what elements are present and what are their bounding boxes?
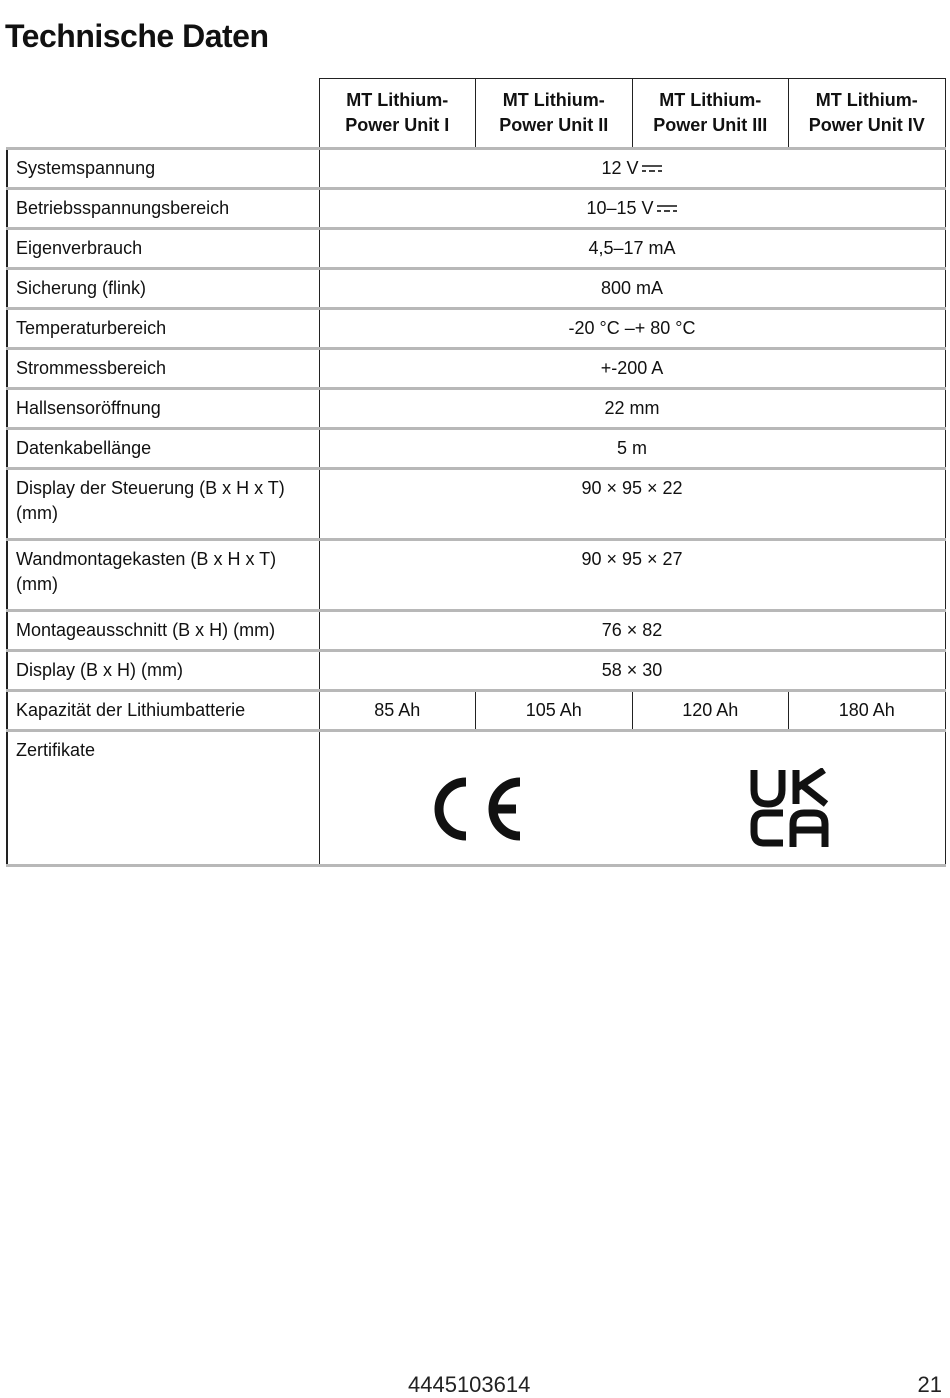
model-name-line1: MT Lithium-: [502, 90, 605, 110]
table-row-sicherung: [7, 269, 945, 309]
row-label: Wandmontagekasten (B x H x T) (mm): [7, 540, 319, 611]
table-row-wandmontage: [7, 540, 945, 611]
row-label: Montageausschnitt (B x H) (mm): [7, 611, 319, 651]
row-label: Strommessbereich: [7, 349, 319, 389]
table-row-temperatur: [7, 309, 945, 349]
row-label: Hallsensoröffnung: [7, 389, 319, 429]
row-value: 90 × 95 × 22: [319, 469, 945, 540]
row-value: 58 × 30: [319, 651, 945, 691]
dc-voltage-icon: [641, 164, 663, 174]
page-title: Technische Daten: [5, 18, 269, 54]
technical-data-table: [6, 78, 946, 867]
header-corner-cell: [7, 79, 319, 149]
table-row-betriebsspannung: [7, 189, 945, 229]
model-name-line1: MT Lithium-: [815, 90, 918, 110]
dc-voltage-icon: [656, 204, 678, 214]
header-model-3: [632, 79, 789, 149]
ce-mark-icon: [428, 774, 524, 844]
row-label: Betriebsspannungsbereich: [7, 189, 319, 229]
table-row-datenkabel: [7, 429, 945, 469]
certificate-marks-cell: [319, 731, 945, 866]
header-model-2: [476, 79, 633, 149]
row-label: Temperaturbereich: [7, 309, 319, 349]
row-value: [319, 149, 945, 189]
model-name-line1: MT Lithium-: [346, 90, 449, 110]
ukca-mark-icon: [750, 768, 830, 848]
certificate-logos: [328, 738, 937, 856]
table-row-montageausschnitt: [7, 611, 945, 651]
model-name-line2: Power Unit I: [345, 115, 450, 135]
row-label: Display (B x H) (mm): [7, 651, 319, 691]
page-number: 21: [917, 1372, 942, 1397]
row-value: 5 m: [319, 429, 945, 469]
row-value: +-200 A: [319, 349, 945, 389]
capacity-value-3: 120 Ah: [632, 691, 789, 731]
row-value: -20 °C –+ 80 °C: [319, 309, 945, 349]
model-name-line1: MT Lithium-: [659, 90, 762, 110]
capacity-value-2: 105 Ah: [476, 691, 633, 731]
model-name-line2: Power Unit III: [653, 115, 768, 135]
table-row-kapazitaet: [7, 691, 945, 731]
header-model-1: [319, 79, 476, 149]
model-name-line2: Power Unit IV: [808, 115, 925, 135]
table-row-systemspannung: [7, 149, 945, 189]
row-label: Display der Steuerung (B x H x T) (mm): [7, 469, 319, 540]
row-value: [319, 189, 945, 229]
row-label: Datenkabellänge: [7, 429, 319, 469]
value-text: 10–15 V: [586, 198, 654, 218]
row-value: 76 × 82: [319, 611, 945, 651]
document-number: 4445103614: [408, 1372, 531, 1397]
row-value: 4,5–17 mA: [319, 229, 945, 269]
row-value: 22 mm: [319, 389, 945, 429]
row-label: Sicherung (flink): [7, 269, 319, 309]
table-row-hallsensor: [7, 389, 945, 429]
model-name-line2: Power Unit II: [499, 115, 609, 135]
table-header-row: [7, 79, 945, 149]
table-row-zertifikate: [7, 731, 945, 866]
header-model-4: [789, 79, 946, 149]
row-label: Zertifikate: [7, 731, 319, 866]
table-row-display-steuerung: [7, 469, 945, 540]
value-text: 12 V: [601, 158, 639, 178]
capacity-value-1: 85 Ah: [319, 691, 476, 731]
row-value: 800 mA: [319, 269, 945, 309]
row-value: 90 × 95 × 27: [319, 540, 945, 611]
row-label: Kapazität der Lithiumbatterie: [7, 691, 319, 731]
row-label: Systemspannung: [7, 149, 319, 189]
table-row-eigenverbrauch: [7, 229, 945, 269]
row-label: Eigenverbrauch: [7, 229, 319, 269]
table-row-display: [7, 651, 945, 691]
table-row-strommess: [7, 349, 945, 389]
capacity-value-4: 180 Ah: [789, 691, 946, 731]
